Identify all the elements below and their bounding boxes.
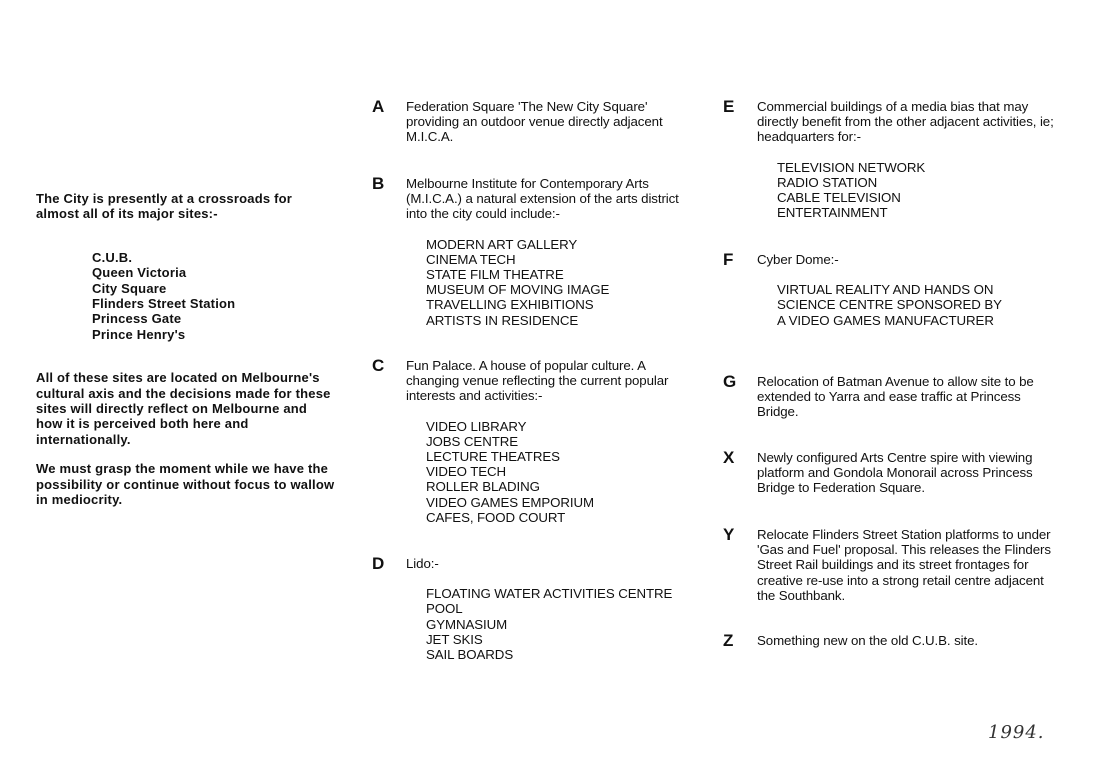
list-item: SAIL BOARDS <box>426 647 514 663</box>
entry-y <box>723 527 1063 603</box>
list-item: VIRTUAL REALITY AND HANDS ON <box>777 282 994 298</box>
entry-description: Fun Palace. A house of popular culture. A changing venue reflecting the current popular interests and activities:- <box>406 358 669 404</box>
entry-list <box>777 160 1063 221</box>
entry-x <box>723 450 1063 496</box>
list-item: FLOATING WATER ACTIVITIES CENTRE <box>426 586 673 602</box>
entry-letter: B <box>372 174 385 193</box>
entry-e <box>723 99 1063 220</box>
entry-letter: Y <box>723 525 735 544</box>
entry-c <box>372 358 692 525</box>
site-item: Queen Victoria <box>92 265 187 281</box>
list-item: STATE FILM THEATRE <box>426 267 564 283</box>
list-item: A VIDEO GAMES MANUFACTURER <box>777 312 994 328</box>
list-item: LECTURE THEATRES <box>426 449 560 465</box>
list-item: CAFES, FOOD COURT <box>426 509 566 525</box>
entry-a <box>372 99 692 145</box>
entry-description: Melbourne Institute for Contemporary Arts (M.I.C.A.) a natural extension of the arts district into the city could include:- <box>406 176 679 222</box>
site-item: City Square <box>92 280 167 296</box>
list-item: SCIENCE CENTRE SPONSORED BY <box>777 297 1002 313</box>
entry-z <box>723 633 1063 648</box>
entry-letter: E <box>723 97 735 116</box>
entry-list <box>426 419 692 525</box>
entry-list <box>777 282 1063 328</box>
entry-d <box>372 556 692 662</box>
list-item: ROLLER BLADING <box>426 479 540 495</box>
entry-letter: Z <box>723 631 734 650</box>
list-item: VIDEO TECH <box>426 464 507 480</box>
entry-letter: F <box>723 250 734 269</box>
entry-description: Cyber Dome:- <box>757 252 839 267</box>
entry-description: Something new on the old C.U.B. site. <box>757 633 978 648</box>
entry-letter: G <box>723 372 737 391</box>
list-item: VIDEO GAMES EMPORIUM <box>426 494 594 510</box>
entry-b <box>372 176 692 328</box>
list-item: JOBS CENTRE <box>426 433 518 449</box>
entry-description: Commercial buildings of a media bias that may directly benefit from the other adjacent activities, ie; headquarters for:- <box>757 99 1054 145</box>
list-item: TRAVELLING EXHIBITIONS <box>426 297 594 313</box>
entry-f <box>723 252 1063 328</box>
entry-letter: C <box>372 356 385 375</box>
list-item: MODERN ART GALLERY <box>426 236 578 252</box>
list-item: VIDEO LIBRARY <box>426 418 527 434</box>
list-item: CABLE TELEVISION <box>777 190 901 206</box>
intro-section <box>36 191 336 508</box>
major-sites-list <box>92 250 336 342</box>
list-item: GYMNASIUM <box>426 616 508 632</box>
entry-letter: A <box>372 97 385 116</box>
site-item: C.U.B. <box>92 249 133 265</box>
entry-letter: X <box>723 448 735 467</box>
site-item: Princess Gate <box>92 311 182 327</box>
entry-description: Relocation of Batman Avenue to allow site to be extended to Yarra and ease traffic at Princess Bridge. <box>757 374 1034 420</box>
list-item: MUSEUM OF MOVING IMAGE <box>426 282 610 298</box>
list-item: ENTERTAINMENT <box>777 205 888 221</box>
entry-description: Relocate Flinders Street Station platforms to under 'Gas and Fuel' proposal. This releases the Flinders Street Rail buildings and its street frontages for creative re-use into a strong retail centre adjacent the Southbank. <box>757 527 1051 603</box>
intro-paragraph-grasp-moment: We must grasp the moment while we have the possibility or continue without focus to wallow in mediocrity. <box>36 461 335 508</box>
entry-description: Lido:- <box>406 556 439 571</box>
list-item: TELEVISION NETWORK <box>777 159 926 175</box>
intro-lead: The City is presently at a crossroads for almost all of its major sites:- <box>36 191 293 222</box>
entry-description: Newly configured Arts Centre spire with viewing platform and Gondola Monorail across Princess Bridge to Federation Square. <box>757 450 1033 496</box>
entry-description: Federation Square 'The New City Square' providing an outdoor venue directly adjacent M.I.C.A. <box>406 99 663 145</box>
list-item: ARTISTS IN RESIDENCE <box>426 312 579 328</box>
list-item: POOL <box>426 601 463 617</box>
entry-letter: D <box>372 554 385 573</box>
entry-list <box>426 586 692 662</box>
list-item: JET SKIS <box>426 631 483 647</box>
handwritten-year: 1994. <box>988 722 1045 743</box>
entry-g <box>723 374 1063 420</box>
site-item: Prince Henry's <box>92 326 186 342</box>
entry-list <box>426 237 692 328</box>
intro-paragraph-cultural-axis: All of these sites are located on Melbourne's cultural axis and the decisions made for these sites will directly reflect on Melbourne and how it is perceived both here and internationally. <box>36 370 331 447</box>
list-item: CINEMA TECH <box>426 251 516 267</box>
site-item: Flinders Street Station <box>92 296 236 312</box>
list-item: RADIO STATION <box>777 174 878 190</box>
